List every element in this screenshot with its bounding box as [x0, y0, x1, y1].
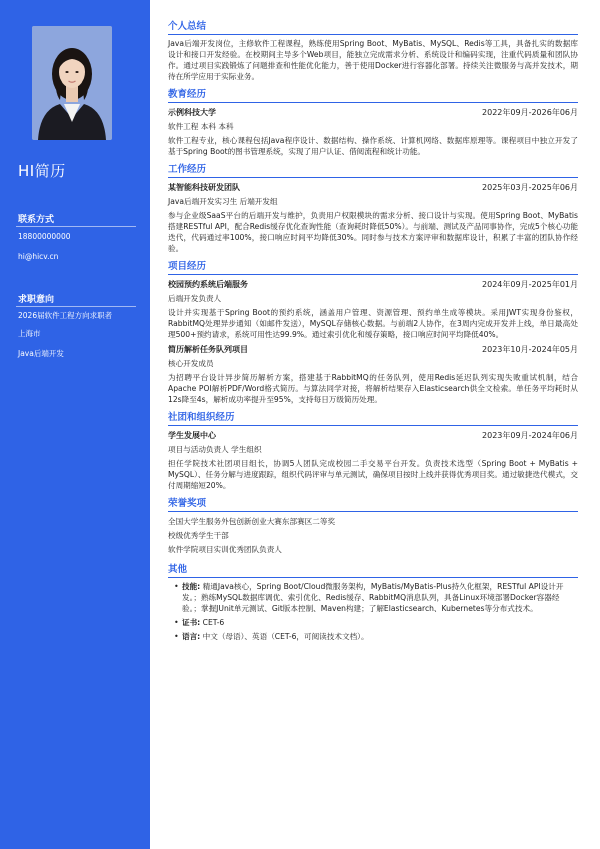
social-section — [168, 409, 578, 491]
education-section — [168, 86, 578, 157]
other-item-certs — [174, 617, 578, 628]
project-sub: 后端开发负责人 — [168, 294, 222, 303]
summary-heading: 个人总结 — [168, 18, 578, 35]
honor-item: 校级优秀学生干部 — [168, 531, 229, 540]
phone-text: 18800000000 — [18, 232, 71, 241]
honors-section — [168, 495, 578, 557]
work-date: 2025年03月-2025年06月 — [482, 183, 578, 192]
work-section — [168, 161, 578, 254]
other-item-lang — [174, 631, 578, 642]
work-text: 参与企业级SaaS平台的后端开发与维护，负责用户权限模块的需求分析、接口设计与实现。使用Spring Boot、MyBatis搭建RESTful API，配合Redis缓存优化查询性能（查询耗时降低50%）。与前端、测试及产品同事协作，完成5个核心功能迭代，代码通过率100%，接口响应时间平均降低30%。同时参与技术方案评审和数据库设计，积累了丰富的团队协作经验。 — [168, 211, 578, 253]
project-date: 2024年09月-2025年01月 — [482, 280, 578, 289]
avatar — [32, 26, 112, 140]
project-row — [168, 344, 578, 355]
education-date: 2022年09月-2026年06月 — [482, 108, 578, 117]
social-org: 学生发展中心 — [168, 431, 216, 440]
other-list — [168, 581, 578, 642]
education-row — [168, 107, 578, 118]
project-date: 2023年10月-2024年05月 — [482, 345, 578, 354]
bullet-dot-icon: • — [174, 632, 179, 641]
work-row — [168, 182, 578, 193]
summary-text: Java后端开发岗位，主修软件工程课程，熟练使用Spring Boot、MyBatis、MySQL、Redis等工具，具备扎实的数据库设计和接口开发经验。在校期间主导多个Web项目，能独立完成需求分析、系统设计和编码实现，注重代码质量和团队协作。通过项目实践锻炼了问题排查和性能优化能力，善于使用Docker进行容器化部署。持续关注微服务与高并发技术，期待在所学应用于实际业务。 — [168, 39, 578, 81]
work-sub: Java后端开发实习生 后端开发组 — [168, 197, 278, 206]
social-date: 2023年09月-2024年06月 — [482, 431, 578, 440]
social-heading: 社团和组织经历 — [168, 409, 578, 426]
skills-text: 精通Java核心，Spring Boot/Cloud微服务架构，MyBatis/MyBatis-Plus持久化框架，RESTful API设计开发。；熟练MySQL数据库调优、索引优化、Redis缓存、RabbitMQ消息队列，具备Linux环境部署Docker容器经验。；掌握JUnit单元测试、Git版本控制、Maven构建；了解Elasticsearch、Kubernetes等分布式技术。 — [182, 582, 564, 613]
project-text: 设计并实现基于Spring Boot的预约系统，涵盖用户管理、资源管理、预约单生成等模块。采用JWT实现身份鉴权，RabbitMQ处理异步通知（如邮件发送），MySQL存储核心数据。与前端2人协作，在3周内完成开发并上线，单日最高处理500+预约请求，系统可用性达99.9%。通过索引优化和缓存策略，接口响应时间平均降低40%。 — [168, 308, 578, 339]
project-text: 为招聘平台设计异步简历解析方案，搭建基于RabbitMQ的任务队列，使用Redis延迟队列实现失败重试机制，结合Apache POI解析PDF/Word格式简历。与算法同学对接，将解析结果存入Elasticsearch供全文检索。单任务平均耗时从12s降至4s，解析成功率提升至95%，支持每日万级简历处理。 — [168, 373, 578, 404]
resume-name: HI简历 — [18, 162, 66, 180]
projects-section — [168, 258, 578, 405]
intention-heading: 求职意向 — [18, 295, 55, 305]
intention-role: 2026届软件工程方向求职者 — [18, 311, 113, 320]
intention-city: 上海市 — [18, 329, 41, 338]
email-text: hi@hicv.cn — [18, 252, 59, 261]
summary-section — [168, 18, 578, 82]
honors-heading: 荣誉奖项 — [168, 495, 578, 512]
certs-text: CET-6 — [200, 618, 225, 627]
project-row — [168, 279, 578, 290]
intention-divider — [16, 306, 136, 307]
education-heading: 教育经历 — [168, 86, 578, 103]
social-text: 担任学院技术社团项目组长，协调5人团队完成校园二手交易平台开发。负责技术选型（Spring Boot + MyBatis + MySQL）、任务分解与进度跟踪，组织代码评审与单元测试，确保项目按时上线并获得优秀项目奖。通过敏捷迭代模式，交付周期缩短20%。 — [168, 459, 578, 490]
other-section — [168, 561, 578, 642]
bullet-dot-icon: • — [174, 582, 179, 591]
sidebar — [0, 0, 150, 849]
intention-job: Java后端开发 — [18, 349, 64, 358]
skills-label: 技能: — [182, 582, 201, 591]
other-item-skills — [174, 581, 578, 614]
lang-label: 语言: — [182, 632, 201, 641]
bullet-dot-icon: • — [174, 618, 179, 627]
work-org: 某智能科技研发团队 — [168, 183, 240, 192]
social-sub: 项目与活动负责人 学生组织 — [168, 445, 262, 454]
contact-divider — [16, 226, 136, 227]
project-org: 简历解析任务队列项目 — [168, 345, 248, 354]
main-content — [168, 18, 578, 646]
certs-label: 证书: — [182, 618, 201, 627]
education-text: 软件工程专业，核心课程包括Java程序设计、数据结构、操作系统、计算机网络、数据库原理等。课程项目中独立开发了基于Spring Boot的图书管理系统，实现了用户认证、借阅流程和统计功能。 — [168, 136, 578, 156]
lang-text: 中文（母语）、英语（CET-6，可阅读技术文档）。 — [200, 632, 369, 641]
other-heading: 其他 — [168, 561, 578, 578]
projects-heading: 项目经历 — [168, 258, 578, 275]
honor-item: 软件学院项目实训优秀团队负责人 — [168, 545, 282, 554]
project-org: 校园预约系统后端服务 — [168, 280, 248, 289]
education-org: 示例科技大学 — [168, 108, 216, 117]
honor-item: 全国大学生服务外包创新创业大赛东部赛区二等奖 — [168, 517, 336, 526]
education-sub: 软件工程 本科 本科 — [168, 122, 234, 131]
avatar-photo-icon — [32, 26, 112, 140]
contact-heading: 联系方式 — [18, 215, 55, 225]
project-sub: 核心开发成员 — [168, 359, 214, 368]
work-heading: 工作经历 — [168, 161, 578, 178]
social-row — [168, 430, 578, 441]
